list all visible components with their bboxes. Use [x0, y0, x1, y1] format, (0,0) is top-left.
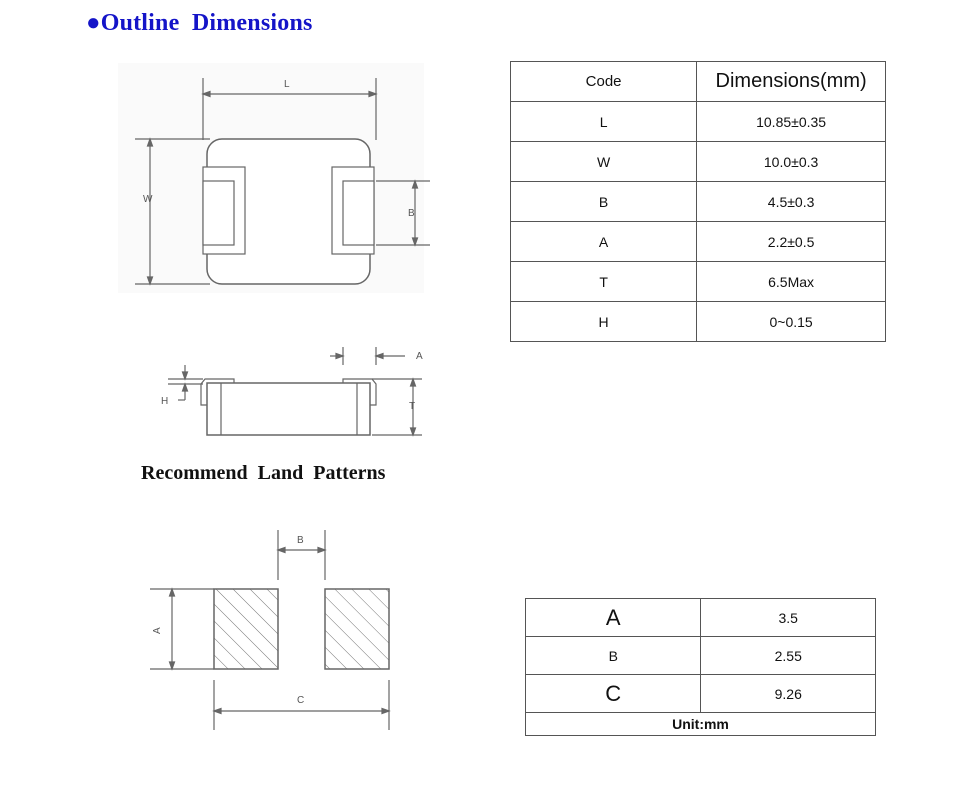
table-row	[511, 222, 886, 262]
table-row	[526, 599, 876, 637]
dim-label-H: H	[161, 396, 169, 407]
table-row	[511, 102, 886, 142]
header-dimensions: Dimensions(mm)	[697, 62, 886, 102]
row-value: 4.5±0.3	[697, 182, 886, 222]
row-code: H	[511, 302, 697, 342]
row-code: C	[526, 675, 701, 713]
table-row	[526, 675, 876, 713]
table-row	[511, 182, 886, 222]
row-value: 9.26	[701, 675, 876, 713]
top-view-drawing	[118, 63, 430, 293]
row-code: B	[526, 637, 701, 675]
land-pad-left	[214, 589, 278, 669]
inductor-body-side	[207, 383, 370, 435]
table-row	[511, 262, 886, 302]
dimensions-table	[510, 61, 886, 342]
row-value: 2.2±0.5	[697, 222, 886, 262]
dim-label-B-land: B	[297, 535, 304, 546]
row-code: B	[511, 182, 697, 222]
unit-row	[526, 713, 876, 736]
right-terminal-inner	[343, 181, 374, 245]
land-pad-right	[325, 589, 389, 669]
unit-label: Unit:mm	[526, 713, 876, 736]
row-value: 6.5Max	[697, 262, 886, 302]
left-terminal-inner	[203, 181, 234, 245]
dim-label-C-land: C	[297, 695, 305, 706]
row-value: 10.85±0.35	[697, 102, 886, 142]
table-header-row	[511, 62, 886, 102]
dim-label-T: T	[409, 401, 416, 412]
dim-label-L: L	[284, 79, 290, 90]
dim-label-B-top: B	[408, 208, 415, 219]
land-pattern-drawing	[150, 530, 389, 730]
row-code: A	[511, 222, 697, 262]
table-row	[511, 142, 886, 182]
table-row	[526, 637, 876, 675]
outline-dimensions-title: ●Outline Dimensions	[86, 10, 313, 36]
land-pattern-table	[525, 598, 876, 736]
dim-label-A-side: A	[416, 351, 423, 362]
row-code: L	[511, 102, 697, 142]
dim-label-W: W	[143, 194, 153, 205]
row-value: 0~0.15	[697, 302, 886, 342]
header-code: Code	[511, 62, 697, 102]
land-patterns-title: Recommend Land Patterns	[141, 462, 386, 484]
table-row	[511, 302, 886, 342]
row-code: A	[526, 599, 701, 637]
row-code: T	[511, 262, 697, 302]
row-value: 10.0±0.3	[697, 142, 886, 182]
side-view-drawing	[168, 347, 422, 435]
row-value: 2.55	[701, 637, 876, 675]
row-code: W	[511, 142, 697, 182]
row-value: 3.5	[701, 599, 876, 637]
dim-label-A-land: A	[152, 627, 163, 634]
